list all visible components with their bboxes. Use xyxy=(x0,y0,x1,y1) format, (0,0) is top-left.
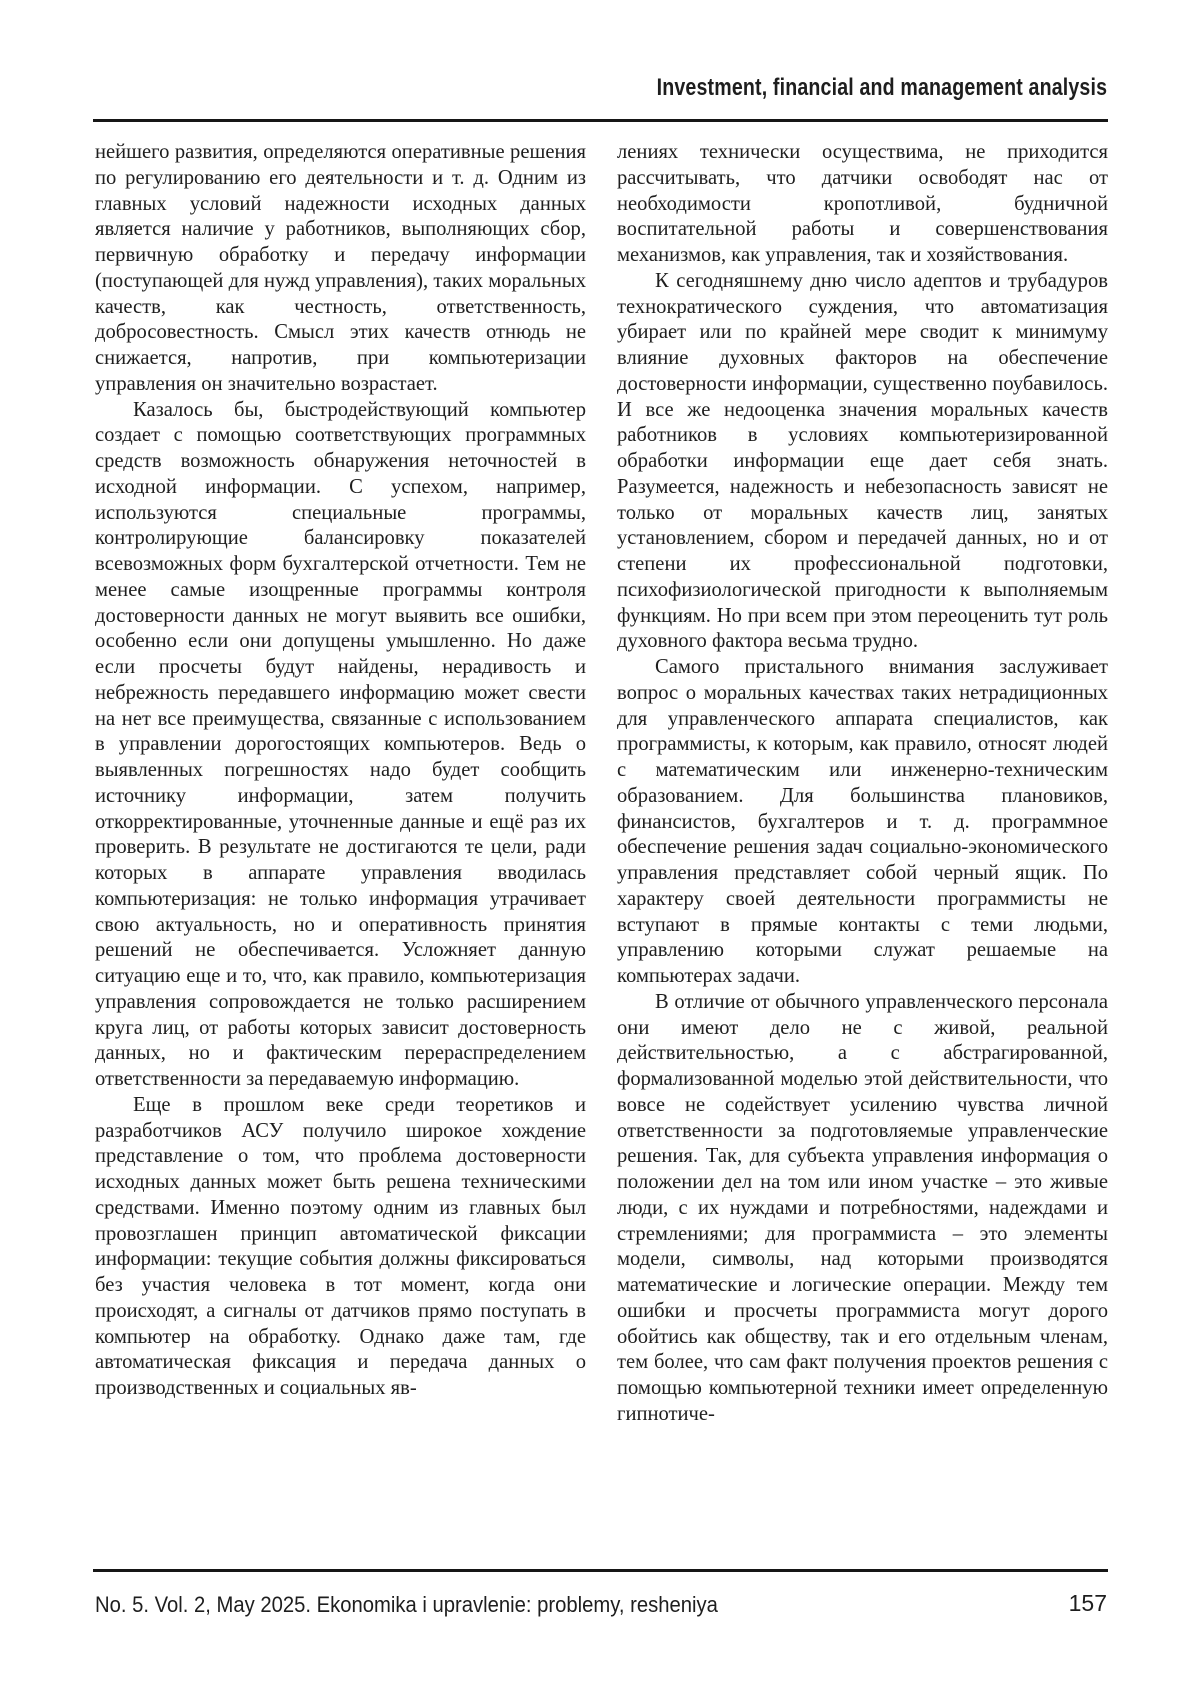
footer-issue-info: No. 5. Vol. 2, May 2025. Ekonomika i upravlenie: problemy, resheniya xyxy=(95,1592,718,1617)
right-column xyxy=(617,140,1108,1552)
left-paragraph-2: Казалось бы, быстродействующий компьютер создает с помощью соответствующих программных средств возможность обнаружения неточностей в исходной информации. С успехом, например, используются специальные программы, контролирующие балансировку показателей всевозможных форм бухгалтерской отчетности. Тем не менее самые изощренные программы контроля достоверности данных не могут выявить все ошибки, особенно если они допущены умышленно. Но даже если просчеты будут найдены, нерадивость и небрежность передавшего информацию может свести на нет все преимущества, связанные с использованием в управлении дорогостоящих компьютеров. Ведь о выявленных погрешностях надо будет сообщить источнику информации, затем получить откорректированные, уточненные данные и ещё раз их проверить. В результате не достигаются те цели, ради которых в аппарате управления вводилась компьютеризация: не только информация утрачивает свою актуальность, но и оперативность принятия решений не обеспечивается. Усложняет данную ситуацию еще и то, что, как правило, компьютеризация управления сопровождается не только расширением круга лиц, от работы которых зависит достоверность данных, но и фактическим перераспределением ответственности за передаваемую информацию. xyxy=(95,398,586,1090)
right-paragraph-3: Самого пристального внимания заслуживает вопрос о моральных качествах таких нетрадиционных для управленческого аппарата специалистов, как программисты, к которым, как правило, относят людей с математическим или инженерно-техническим образованием. Для большинства плановиков, финансистов, бухгалтеров и т. д. программное обеспечение решения задач социально-экономического управления представляет собой черный ящик. По характеру своей деятельности программисты не вступают в прямые контакты с теми людьми, управлению которыми служат решаемые на компьютерах задачи. xyxy=(617,656,1108,987)
left-paragraph-1: нейшего развития, определяются оперативные решения по регулированию его деятельности и т. д. Одним из главных условий надежности исходных данных является наличие у работников, выполняющих сбор, первичную обработку и передачу информации (поступающей для нужд управления), таких моральных качеств, как честность, ответственность, добросовестность. Смысл этих качеств отнюдь не снижается, напротив, при компьютеризации управления он значительно возрастает. xyxy=(95,141,586,395)
right-paragraph-2: К сегодняшнему дню число адептов и трубадуров технократического суждения, что автоматизация убирает или по крайней мере сводит к минимуму влияние духовных факторов на обеспечение достоверности информации, существенно поубавилось. И все же недооценка значения моральных качеств работников в условиях компьютеризированной обработки информации еще дает себя знать. Разумеется, надежность и небезопасность зависят не только от моральных качеств лиц, занятых установлением, сбором и передачей данных, но и от степени их профессиональной подготовки, психофизиологической пригодности к выполняемым функциям. Но при всем при этом переоценить тут роль духовного фактора весьма трудно. xyxy=(617,269,1108,653)
left-column xyxy=(95,140,586,1552)
running-head-section-title: Investment, financial and management analysis xyxy=(656,74,1107,101)
left-paragraph-3: Еще в прошлом веке среди теоретиков и разработчиков АСУ получило широкое хождение представление о том, что проблема достоверности исходных данных может быть решена техническими средствами. Именно поэтому одним из главных был провозглашен принцип автоматической фиксации информации: текущие события должны фиксироваться без участия человека в тот момент, когда они происходят, а сигналы от датчиков прямо поступать в компьютер на обработку. Однако даже там, где автоматическая фиксация и передача данных о производственных и социальных яв- xyxy=(95,1093,586,1399)
footer-rule xyxy=(93,1569,1108,1572)
right-paragraph-1: лениях технически осуществима, не приходится рассчитывать, что датчики освободят нас от необходимости кропотливой, будничной воспитательной работы и совершенствования механизмов, как управления, так и хозяйствования. xyxy=(617,141,1108,266)
right-paragraph-4: В отличие от обычного управленческого персонала они имеют дело не с живой, реальной действительностью, а с абстрагированной, формализованной моделью этой действительности, что вовсе не содействует усилению чувства личной ответственности за подготовляемые управленческие решения. Так, для субъекта управления информация о положении дел на том или ином участке – это живые люди, с их нуждами и потребностями, надеждами и стремлениями; для программиста – это элементы модели, символы, над которыми производятся математические и логические операции. Между тем ошибки и просчеты программиста могут дорого обойтись как обществу, так и его отдельным членам, тем более, что сам факт получения проектов решения с помощью компьютерной техники имеет определенную гипнотиче- xyxy=(617,990,1108,1425)
footer-page-number: 157 xyxy=(1068,1590,1107,1616)
header-rule xyxy=(93,119,1108,122)
article-body xyxy=(95,140,1108,1552)
